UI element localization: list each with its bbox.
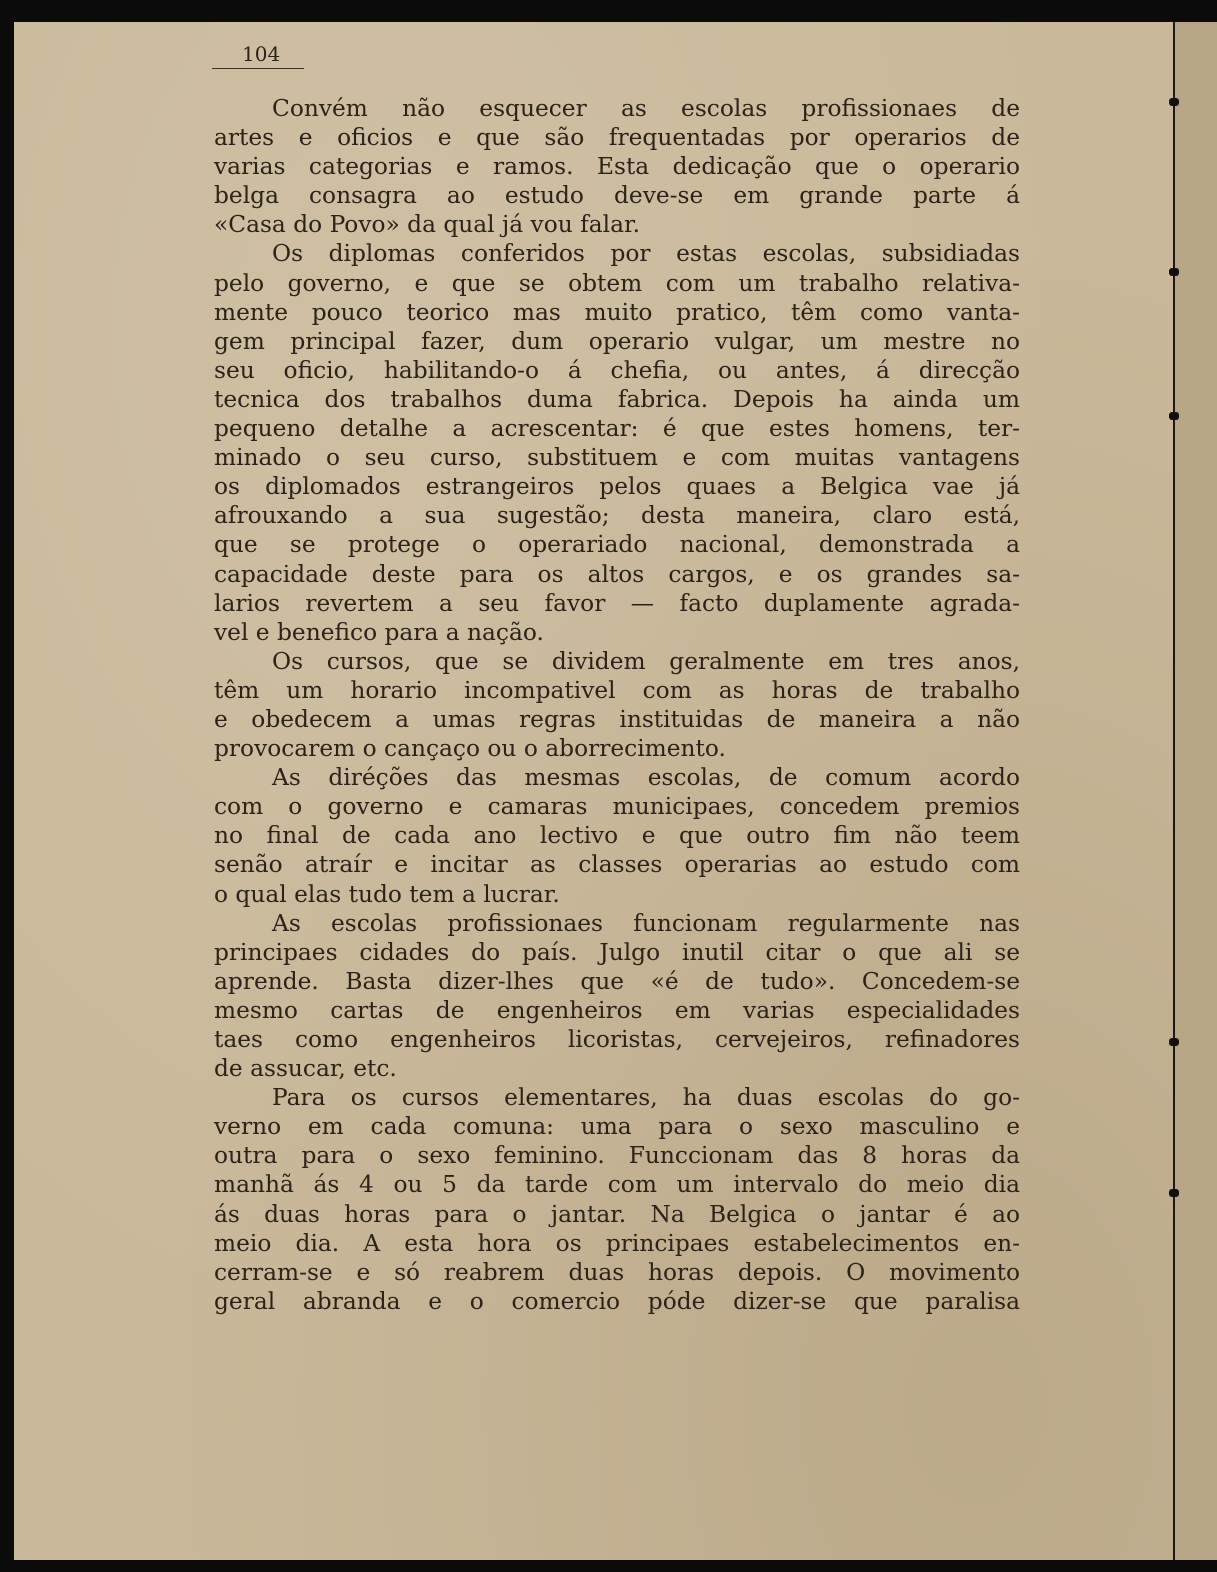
text-line: minado o seu curso, substituem e com muitas vantagens (214, 444, 1020, 472)
text-line: As diréções das mesmas escolas, de comum acordo (272, 764, 1020, 792)
text-line: gem principal fazer, dum operario vulgar, um mestre no (214, 327, 1020, 355)
page-number-rule (212, 68, 304, 69)
binding-mark (1169, 1038, 1179, 1046)
text-line: pequeno detalhe a acrescentar: é que estes homens, ter- (214, 415, 1020, 443)
text-line: e obedecem a umas regras instituidas de maneira a não (214, 705, 1020, 733)
text-line: vel e benefico para a nação. (214, 618, 544, 646)
text-line: varias categorias e ramos. Esta dedicação que o operario (214, 153, 1020, 181)
text-line: os diplomados estrangeiros pelos quaes a Belgica vae já (214, 473, 1020, 501)
text-line: artes e oficios e que são frequentadas por operarios de (214, 124, 1020, 152)
text-line: outra para o sexo feminino. Funccionam das 8 horas da (214, 1142, 1020, 1170)
text-line: capacidade deste para os altos cargos, e os grandes sa- (214, 560, 1020, 588)
text-line: belga consagra ao estudo deve-se em grande parte á (214, 182, 1020, 210)
text-line: tecnica dos trabalhos duma fabrica. Depois ha ainda um (214, 385, 1020, 413)
text-line: pelo governo, e que se obtem com um trabalho relativa- (214, 269, 1020, 297)
text-line: seu oficio, habilitando-o á chefia, ou antes, á direcção (214, 356, 1020, 384)
text-line: manhã ás 4 ou 5 da tarde com um intervalo do meio dia (214, 1171, 1020, 1199)
text-line: ás duas horas para o jantar. Na Belgica o jantar é ao (214, 1200, 1020, 1228)
paragraph (214, 94, 1020, 239)
text-line: mente pouco teorico mas muito pratico, têm como vanta- (214, 298, 1020, 326)
text-line: Convém não esquecer as escolas profissionaes de (272, 95, 1020, 122)
binding-mark (1169, 98, 1179, 106)
text-line: de assucar, etc. (214, 1055, 397, 1083)
paragraph (214, 909, 1020, 1084)
page-number: 104 (242, 42, 281, 66)
paragraph (214, 763, 1020, 908)
text-line: larios revertem a seu favor — facto duplamente agrada- (214, 589, 1020, 617)
binding-mark (1169, 268, 1179, 276)
text-line: mesmo cartas de engenheiros em varias especialidades (214, 996, 1020, 1024)
body-text (214, 94, 1020, 1316)
text-line: aprende. Basta dizer-lhes que «é de tudo». Concedem-se (214, 967, 1020, 995)
text-line: provocarem o cançaço ou o aborrecimento. (214, 735, 726, 763)
paragraph (214, 1083, 1020, 1316)
paragraph (214, 647, 1020, 763)
text-line: «Casa do Povo» da qual já vou falar. (214, 211, 640, 239)
text-line: o qual elas tudo tem a lucrar. (214, 880, 560, 908)
text-line: meio dia. A esta hora os principaes estabelecimentos en- (214, 1229, 1020, 1257)
text-line: senão atraír e incitar as classes operarias ao estudo com (214, 851, 1020, 879)
text-line: têm um horario incompativel com as horas de trabalho (214, 676, 1020, 704)
text-line: principaes cidades do país. Julgo inutil citar o que ali se (214, 938, 1020, 966)
text-line: no final de cada ano lectivo e que outro fim não teem (214, 822, 1020, 850)
text-line: Os cursos, que se dividem geralmente em tres anos, (272, 647, 1020, 675)
text-line: taes como engenheiros licoristas, cervejeiros, refinadores (214, 1026, 1020, 1053)
paragraph (214, 239, 1020, 646)
text-line: Os diplomas conferidos por estas escolas, subsidiadas (272, 240, 1020, 268)
text-line: As escolas profissionaes funcionam regularmente nas (272, 909, 1020, 937)
text-line: Para os cursos elementares, ha duas escolas do go- (272, 1084, 1020, 1112)
text-line: verno em cada comuna: uma para o sexo masculino e (214, 1113, 1020, 1141)
text-line: que se protege o operariado nacional, demonstrada a (214, 531, 1020, 559)
binding-mark (1169, 1189, 1179, 1197)
binding-mark (1169, 412, 1179, 420)
text-line: afrouxando a sua sugestão; desta maneira, claro está, (214, 502, 1020, 530)
text-line: com o governo e camaras municipaes, concedem premios (214, 793, 1020, 821)
text-line: cerram-se e só reabrem duas horas depois. O movimento (214, 1258, 1020, 1286)
binding-strip (1173, 22, 1217, 1560)
book-page (14, 22, 1217, 1560)
text-line: geral abranda e o comercio póde dizer-se que paralisa (214, 1287, 1020, 1315)
